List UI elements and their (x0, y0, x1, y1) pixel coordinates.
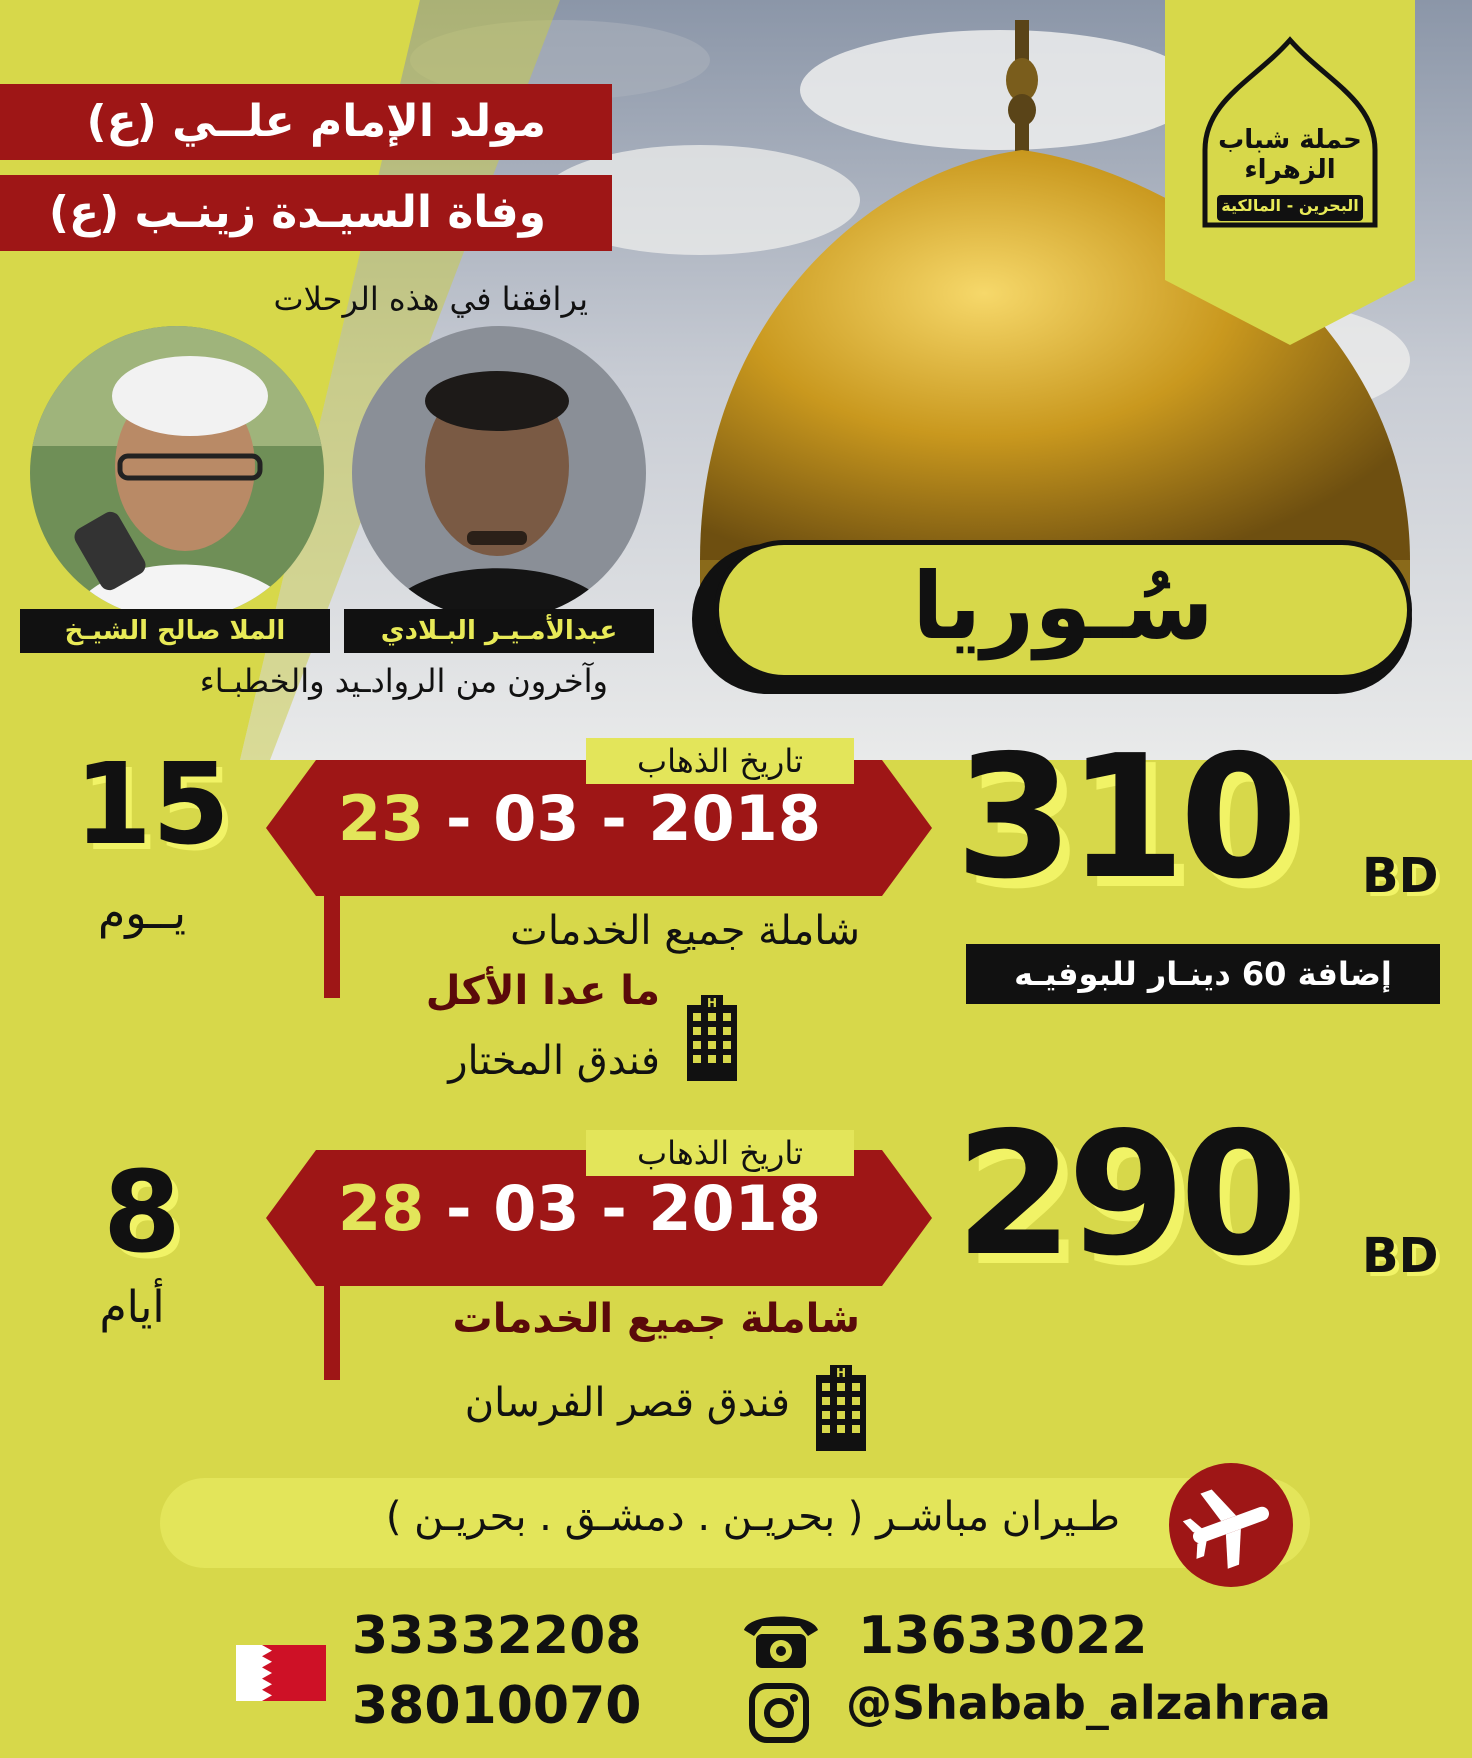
phone-1: 33332208 (352, 1606, 642, 1666)
hotel-icon (812, 1365, 870, 1451)
trip1-price: 310 (955, 719, 1292, 917)
logo-sub-text: البحرين - المالكية (1221, 196, 1359, 215)
instagram-handle: @Shabab_alzahraa (846, 1676, 1331, 1730)
speaker-photo-1 (30, 326, 324, 620)
trip2-hotel: فندق قصر الفرسان (464, 1380, 790, 1426)
trip1-date-month: 03 (493, 782, 580, 855)
trip2-services: شاملة جميع الخدمات (452, 1296, 860, 1342)
trip1-date-label: تاريخ الذهاب (586, 738, 854, 784)
accompany-text: يرافقنا في هذه الرحلات (273, 280, 588, 318)
telephone-icon (740, 1608, 822, 1670)
title-bar-2: وفاة السيـدة زينـب (ع) (0, 175, 612, 251)
trip1-date-day: 23 (338, 782, 425, 855)
bahrain-flag-icon (236, 1645, 326, 1701)
svg-text:H: H (835, 1366, 847, 1380)
trip1-services: شاملة جميع الخدمات (510, 908, 860, 954)
phone-3: 13633022 (858, 1606, 1148, 1666)
trip2-price: 290 (955, 1096, 1292, 1294)
trip1-duration-unit: يــوم (98, 888, 186, 939)
trip2-date-day: 28 (338, 1172, 425, 1245)
instagram-icon (748, 1682, 810, 1744)
trip2-duration-unit: أيام (99, 1282, 165, 1333)
trip1-currency: BD (1362, 848, 1439, 904)
trip2-date: 28 - 03 - 2018 (338, 1172, 821, 1245)
trip1-hotel: فندق المختار (448, 1038, 660, 1084)
trip1-date: 23 - 03 - 2018 (338, 782, 821, 855)
speaker-photo-2 (352, 326, 646, 620)
logo-main-text: حملة شباب الزهراء (1218, 125, 1362, 185)
trip1-exception: ما عدا الأكل (425, 968, 660, 1014)
trip2-date-month: 03 (493, 1172, 580, 1245)
title-bar-1: مولد الإمام علــي (ع) (0, 84, 612, 160)
trip2-duration-number: 8 (103, 1148, 181, 1278)
hotel-icon (683, 995, 741, 1081)
destination-title: سُـوريا (912, 553, 1214, 660)
phone-2: 38010070 (352, 1676, 642, 1736)
trip2-date-label: تاريخ الذهاب (586, 1130, 854, 1176)
trip2-currency: BD (1362, 1228, 1439, 1284)
svg-text:H: H (706, 996, 718, 1010)
speaker-name-2: عبدالأمـيـر البـلادي (344, 609, 654, 653)
flight-text: طـيران مباشـر ( بحريـن . دمشـق . بحريـن ) (385, 1494, 1120, 1540)
trip1-duration-number: 15 (74, 740, 230, 870)
trip1-buffet-note: إضافة 60 دينـار للبوفيـه (966, 944, 1440, 1004)
trip2-date-year: 2018 (648, 1172, 821, 1245)
trip1-date-year: 2018 (648, 782, 821, 855)
others-text: وآخرون من الروادـيد والخطبـاء (199, 662, 608, 700)
speaker-name-1: الملا صالح الشيـخ (20, 609, 330, 653)
airplane-icon (1166, 1460, 1296, 1590)
